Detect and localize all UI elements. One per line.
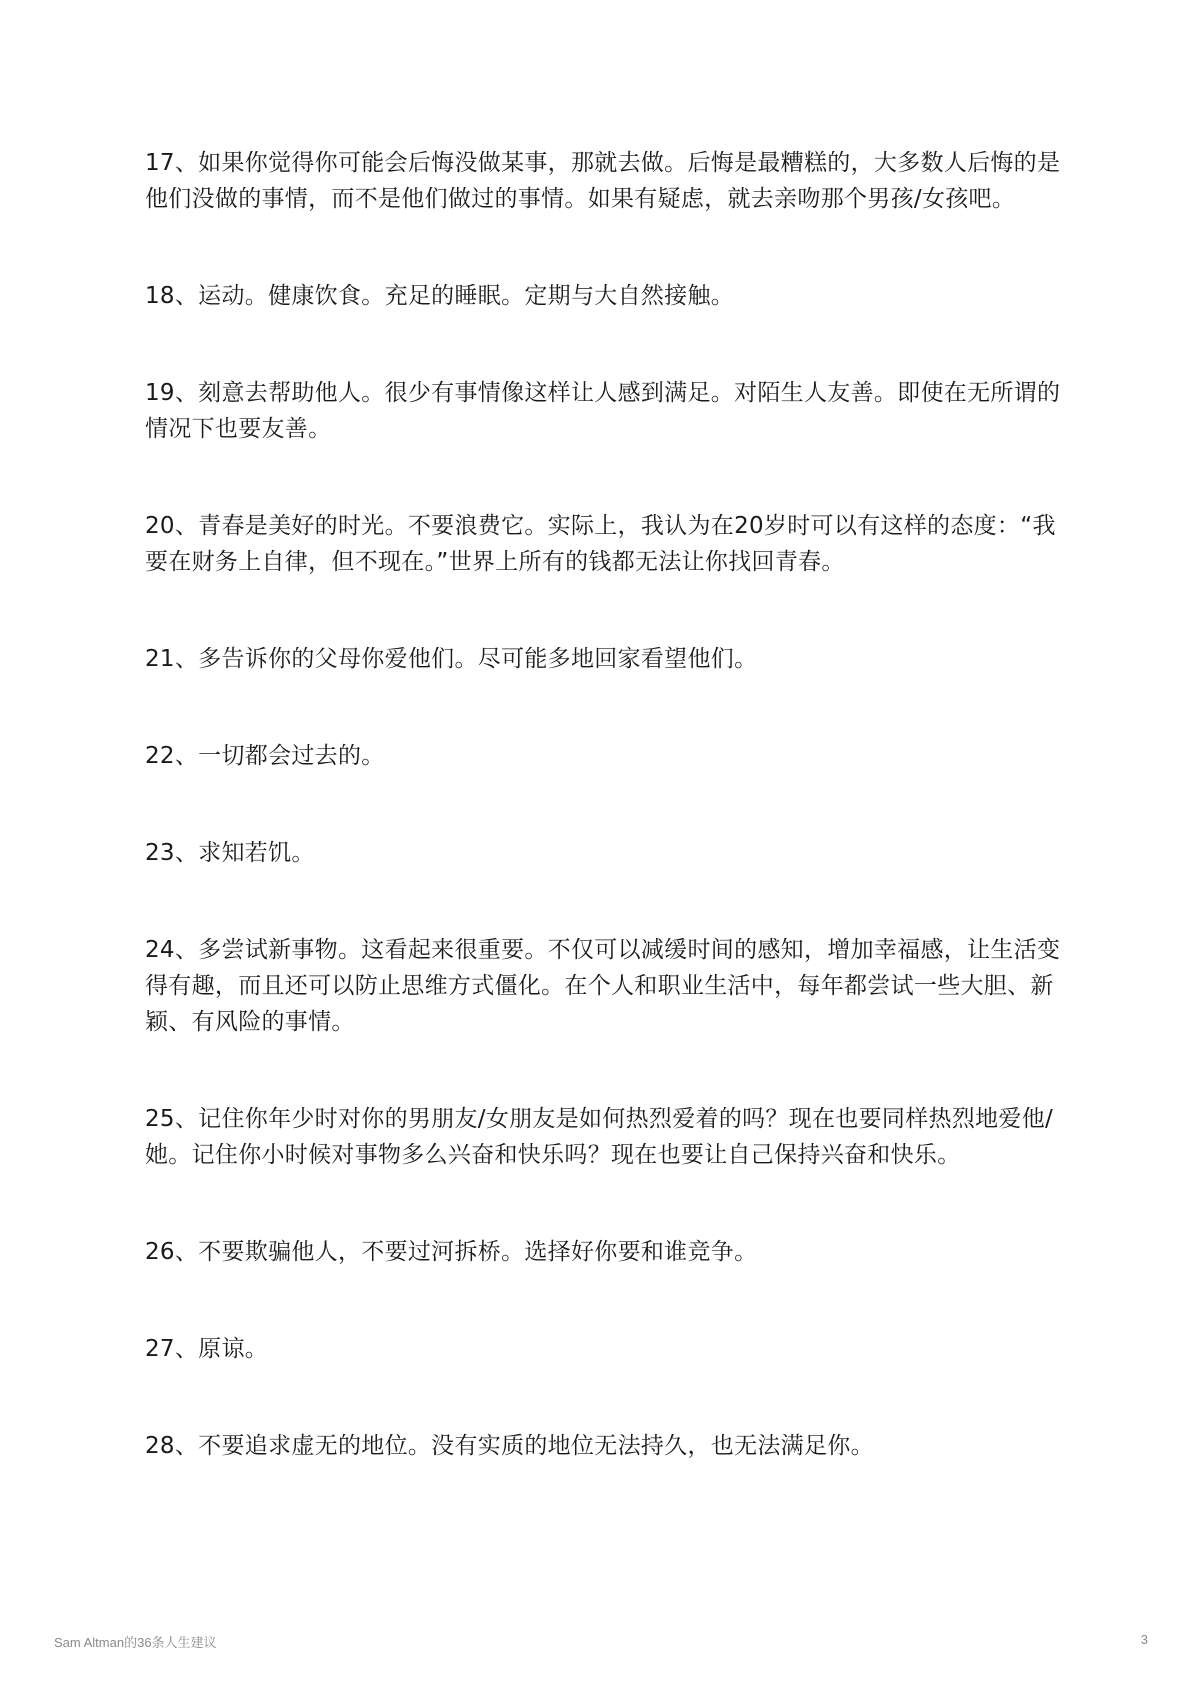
- advice-item-20: 20、青春是美好的时光。不要浪费它。实际上，我认为在20岁时可以有这样的态度：“我要在财务上自律，但不现在。”世界上所有的钱都无法让你找回青春。: [145, 513, 1056, 575]
- advice-item-17: 17、如果你觉得你可能会后悔没做某事，那就去做。后悔是最糟糕的，大多数人后悔的是他们没做的事情，而不是他们做过的事情。如果有疑虑，就去亲吻那个男孩/女孩吧。: [145, 150, 1061, 212]
- advice-item-22: 22、一切都会过去的。: [145, 743, 385, 769]
- document-body: [145, 145, 1065, 1525]
- advice-item-23: 23、求知若饥。: [145, 840, 315, 866]
- advice-item-24: 24、多尝试新事物。这看起来很重要。不仅可以减缓时间的感知，增加幸福感，让生活变得有趣，而且还可以防止思维方式僵化。在个人和职业生活中，每年都尝试一些大胆、新颖、有风险的事情。: [145, 937, 1061, 1035]
- footer-document-title: Sam Altman的36条人生建议: [54, 1635, 217, 1650]
- advice-item-27: 27、原谅。: [145, 1336, 269, 1362]
- advice-item-21: 21、多告诉你的父母你爱他们。尽可能多地回家看望他们。: [145, 646, 758, 672]
- advice-item-18: 18、运动。健康饮食。充足的睡眠。定期与大自然接触。: [145, 283, 735, 309]
- advice-item-19: 19、刻意去帮助他人。很少有事情像这样让人感到满足。对陌生人友善。即使在无所谓的情况下也要友善。: [145, 380, 1061, 442]
- advice-item-25: 25、记住你年少时对你的男朋友/女朋友是如何热烈爱着的吗？现在也要同样热烈地爱他/她。记住你小时候对事物多么兴奋和快乐吗？现在也要让自己保持兴奋和快乐。: [145, 1106, 1054, 1168]
- advice-item-28: 28、不要追求虚无的地位。没有实质的地位无法持久，也无法满足你。: [145, 1433, 874, 1459]
- footer-page-number: 3: [1140, 1632, 1148, 1647]
- advice-item-26: 26、不要欺骗他人，不要过河拆桥。选择好你要和谁竞争。: [145, 1239, 758, 1265]
